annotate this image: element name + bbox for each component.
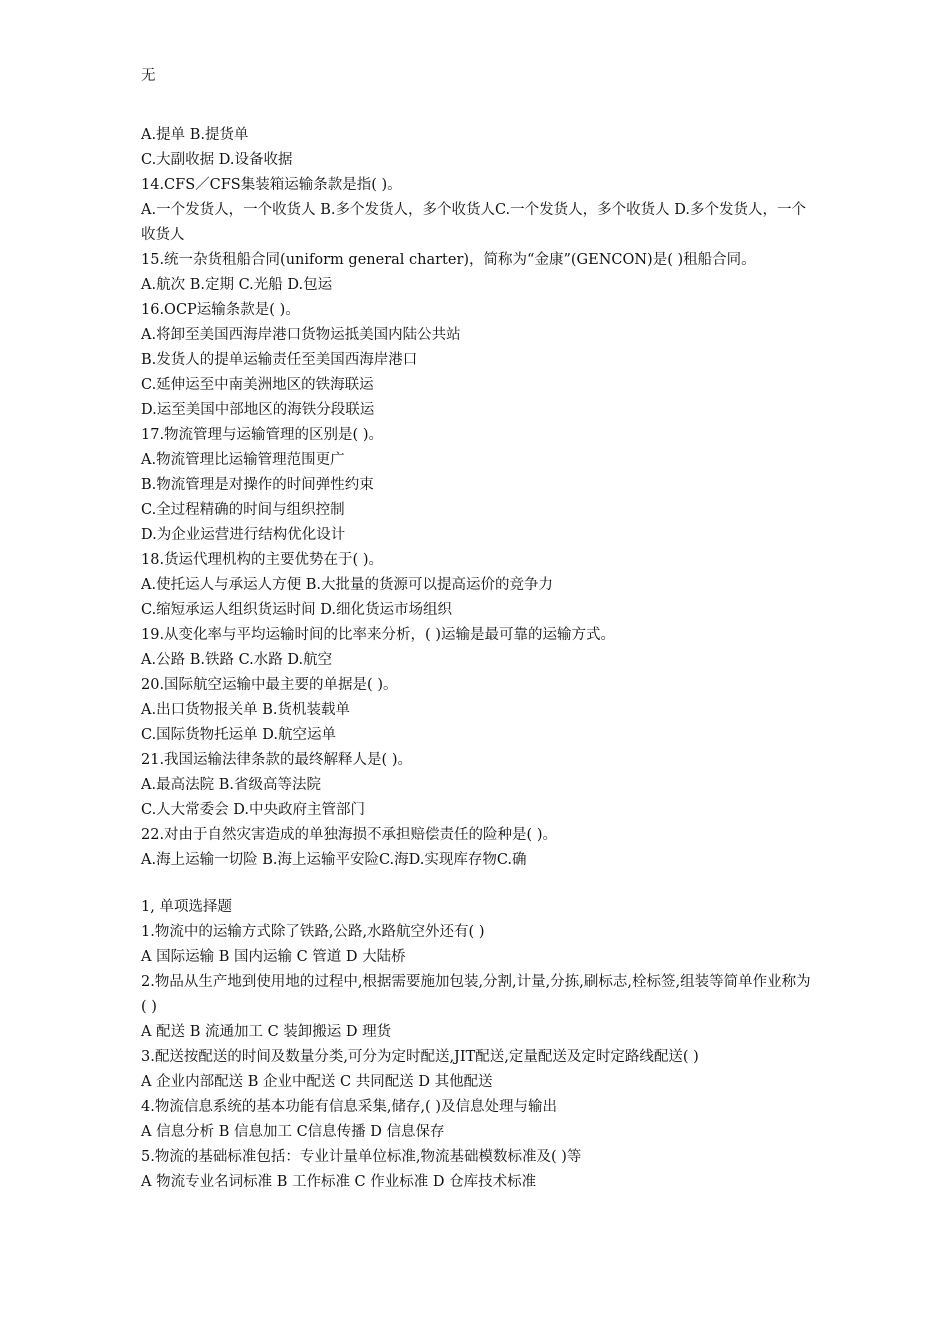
option-16c: C.延伸运至中南美洲地区的铁海联运: [141, 377, 374, 393]
options-21ab: A.最高法院 B.省级高等法院: [141, 777, 321, 793]
option-17b: B.物流管理是对操作的时间弹性约束: [141, 477, 374, 493]
options-20cd: C.国际货物托运单 D.航空运单: [141, 727, 337, 743]
document-body: [141, 64, 813, 1195]
question-5: 5.物流的基础标准包括：专业计量单位标准,物流基础模数标准及( )等: [141, 1149, 582, 1165]
options-5: A 物流专业名词标准 B 工作标准 C 作业标准 D 仓库技术标准: [141, 1174, 537, 1190]
question-21: 21.我国运输法律条款的最终解释人是( )。: [141, 752, 412, 768]
option-17d: D.为企业运营进行结构优化设计: [141, 527, 346, 543]
options-18ab: A.使托运人与承运人方便 B.大批量的货源可以提高运价的竞争力: [141, 577, 553, 593]
options-14: A.一个发货人，一个收货人 B.多个发货人，多个收货人C.一个发货人，多个收货人 D.多个发货人，一个收货人: [141, 202, 806, 243]
question-16: 16.OCP运输条款是( )。: [141, 302, 300, 318]
options-2: A 配送 B 流通加工 C 装卸搬运 D 理货: [141, 1024, 392, 1040]
option-16a: A.将卸至美国西海岸港口货物运抵美国内陆公共站: [141, 327, 461, 343]
options-1: A 国际运输 B 国内运输 C 管道 D 大陆桥: [141, 949, 406, 965]
options-15: A.航次 B.定期 C.光船 D.包运: [141, 277, 333, 293]
question-4: 4.物流信息系统的基本功能有信息采集,储存,( )及信息处理与输出: [141, 1099, 557, 1115]
option-17c: C.全过程精确的时间与组织控制: [141, 502, 345, 518]
text-line: C.大副收据 D.设备收据: [141, 152, 293, 168]
question-15: 15.统一杂货租船合同(uniform general charter)，简称为“金康”(GENCON)是( )租船合同。: [141, 252, 756, 268]
page-header: 无: [141, 68, 156, 84]
options-20ab: A.出口货物报关单 B.货机装载单: [141, 702, 350, 718]
options-18cd: C.缩短承运人组织货运时间 D.细化货运市场组织: [141, 602, 453, 618]
section-heading: 1, 单项选择题: [141, 899, 232, 915]
question-3: 3.配送按配送的时间及数量分类,可分为定时配送,JIT配送,定量配送及定时定路线配送( ): [141, 1049, 699, 1065]
options-19: A.公路 B.铁路 C.水路 D.航空: [141, 652, 333, 668]
option-16d: D.运至美国中部地区的海铁分段联运: [141, 402, 375, 418]
question-22: 22.对由于自然灾害造成的单独海损不承担赔偿责任的险种是( )。: [141, 827, 557, 843]
options-21cd: C.人大常委会 D.中央政府主管部门: [141, 802, 366, 818]
question-14: 14.CFS／CFS集装箱运输条款是指( )。: [141, 177, 402, 193]
question-1: 1.物流中的运输方式除了铁路,公路,水路航空外还有( ): [141, 924, 485, 940]
options-3: A 企业内部配送 B 企业中配送 C 共同配送 D 其他配送: [141, 1074, 493, 1090]
option-16b: B.发货人的提单运输责任至美国西海岸港口: [141, 352, 418, 368]
question-18: 18.货运代理机构的主要优势在于( )。: [141, 552, 383, 568]
question-block-2: [141, 895, 813, 1195]
question-20: 20.国际航空运输中最主要的单据是( )。: [141, 677, 398, 693]
options-4: A 信息分析 B 信息加工 C信息传播 D 信息保存: [141, 1124, 445, 1140]
text-line: A.提单 B.提货单: [141, 127, 249, 143]
option-17a: A.物流管理比运输管理范围更广: [141, 452, 345, 468]
question-19: 19.从变化率与平均运输时间的比率来分析，( )运输是最可靠的运输方式。: [141, 627, 615, 643]
question-block-1: [141, 123, 813, 873]
question-2: 2.物品从生产地到使用地的过程中,根据需要施加包装,分割,计量,分拣,刷标志,栓标签,组装等简单作业称为( ): [141, 974, 811, 1015]
question-17: 17.物流管理与运输管理的区别是( )。: [141, 427, 383, 443]
options-22: A.海上运输一切险 B.海上运输平安险C.海D.实现库存物C.确: [141, 852, 527, 868]
